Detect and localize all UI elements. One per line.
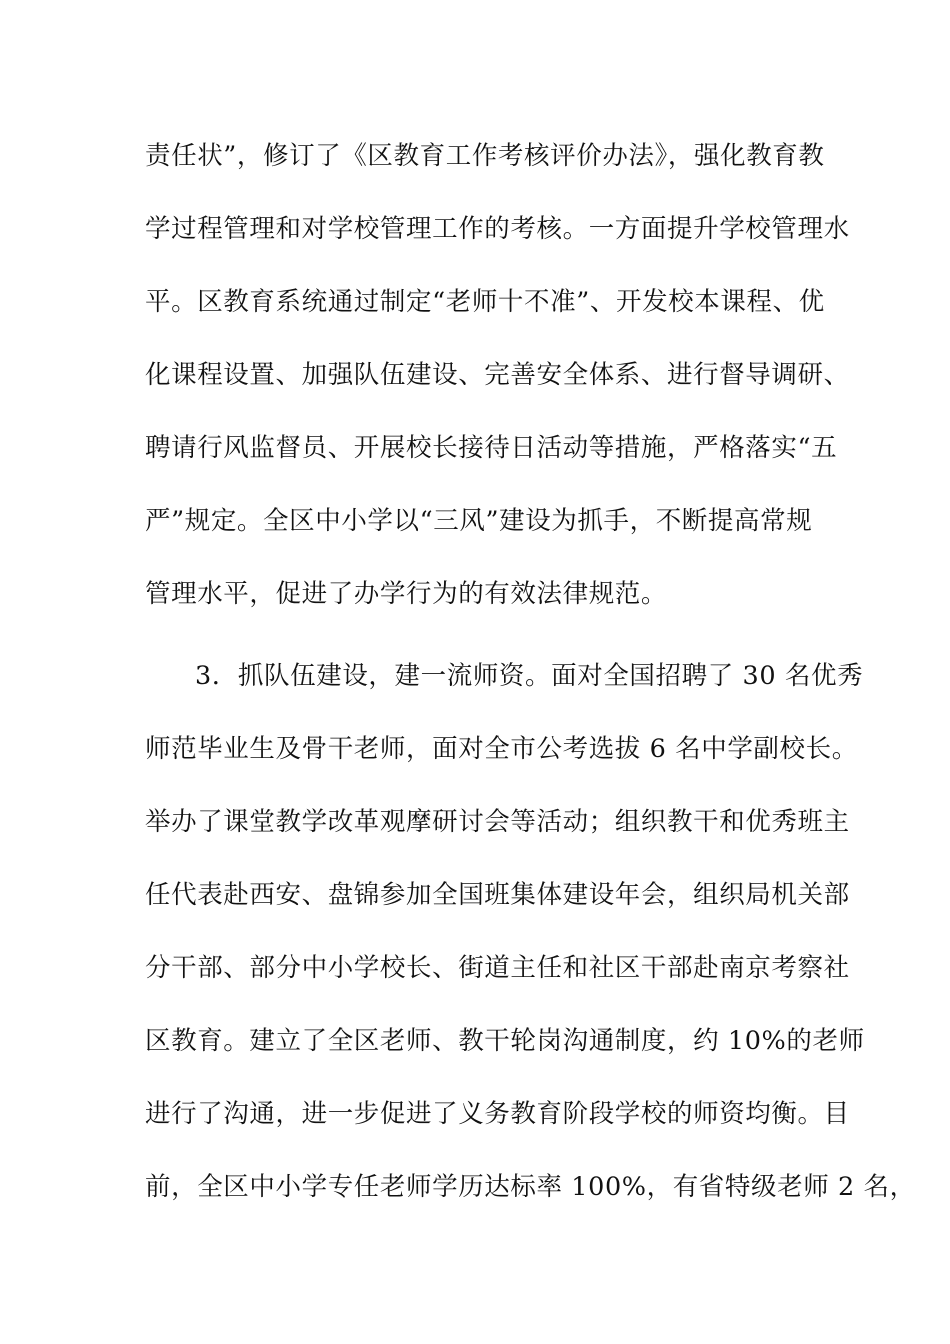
text-line: 平。区教育系统通过制定“老师十不准”、开发校本课程、优: [145, 287, 825, 317]
text-line: 分干部、部分中小学校长、街道主任和社区干部赴南京考察社: [145, 953, 850, 983]
text-line: 化课程设置、加强队伍建设、完善安全体系、进行督导调研、: [145, 360, 850, 390]
text-line: 进行了沟通，进一步促进了义务教育阶段学校的师资均衡。目: [145, 1099, 850, 1129]
text-line: 学过程管理和对学校管理工作的考核。一方面提升学校管理水: [145, 214, 850, 244]
text-line: 举办了课堂教学改革观摩研讨会等活动；组织教干和优秀班主: [145, 807, 850, 837]
section-heading-line: 3．抓队伍建设，建一流师资。面对全国招聘了 30 名优秀: [195, 661, 864, 691]
text-line: 师范毕业生及骨干老师，面对全市公考选拔 6 名中学副校长。: [145, 734, 858, 764]
text-line: 聘请行风监督员、开展校长接待日活动等措施，严格落实“五: [145, 433, 838, 463]
text-line: 区教育。建立了全区老师、教干轮岗沟通制度，约 10%的老师: [145, 1026, 865, 1056]
text-line: 责任状”，修订了《区教育工作考核评价办法》，强化教育教: [145, 141, 825, 171]
text-line: 任代表赴西安、盘锦参加全国班集体建设年会，组织局机关部: [145, 880, 850, 910]
text-line: 前，全区中小学专任老师学历达标率 100%，有省特级老师 2 名，: [145, 1172, 916, 1202]
text-line: 管理水平，促进了办学行为的有效法律规范。: [145, 579, 668, 609]
text-line: 严”规定。全区中小学以“三风”建设为抓手，不断提高常规: [145, 506, 813, 536]
